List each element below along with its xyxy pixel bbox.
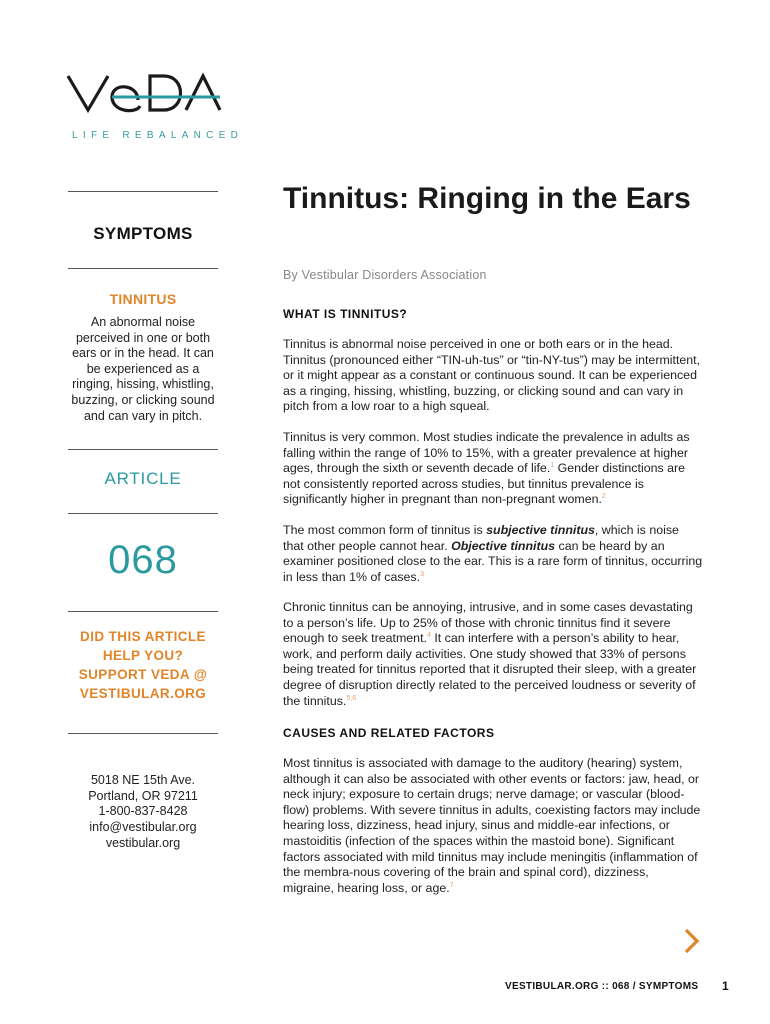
support-line: VESTIBULAR.ORG <box>79 686 207 701</box>
contact-address <box>68 773 218 852</box>
text: It can interfere with a person’s ability to hear, work, and perform daily activities. One study showed that 33% of persons being treated for tinnitus reported that it disrupted their sleep, with a greater degree of disruption directly related to the perceived loudness or severity of the tinnitus. <box>283 631 697 708</box>
text: Gender distinctions are not consistently reported across studies, but tinnitus prevalence is significantly higher in pregnant than non-pregnant women. <box>283 461 686 507</box>
reference-marker: 2 <box>601 493 606 501</box>
divider <box>68 449 218 450</box>
address-street: 5018 NE 15th Ave. <box>90 773 196 787</box>
logo-tagline: LIFE REBALANCED <box>72 130 244 141</box>
address-email[interactable]: info@vestibular.org <box>89 820 197 835</box>
text: Most tinnitus is associated with damage to the auditory (hearing) system, although it can also be associated with other events or factors: jaw, head, or neck injury; exposure to certain drugs; nerve damage; or vascular (blood-flow) problems. With severe tinnitus in adults, coexisting factors may include hearing loss, dizziness, head injury, sinus and middle-ear infections, or mastoiditis (infection of the spaces within the mastoid bone). Significant factors associated with mild tinnitus may include meningitis (inflammation of the membra-nous covering of the brain and spinal cord), dizziness, migraine, hearing loss, or age. <box>283 756 701 895</box>
divider <box>68 191 218 192</box>
chevron-right-icon[interactable] <box>682 928 702 954</box>
support-line: DID THIS ARTICLE <box>80 629 206 644</box>
paragraph-causes <box>283 756 703 896</box>
footer-label: VESTIBULAR.ORG :: 068 / SYMPTOMS <box>505 981 699 992</box>
reference-marker: 7 <box>449 881 454 889</box>
paragraph-chronic <box>283 600 703 709</box>
text: can be heard by an examiner positioned close to the ear. This is a rare form of tinnitus, occurring in less than 1% of cases. <box>283 538 703 584</box>
section-heading-causes: CAUSES AND RELATED FACTORS <box>283 726 495 740</box>
page-number: 1 <box>722 979 729 993</box>
support-line: SUPPORT VEDA @ <box>78 667 208 682</box>
divider <box>68 733 218 734</box>
reference-marker: 4 <box>426 632 431 640</box>
divider <box>68 611 218 612</box>
support-message[interactable] <box>68 627 218 703</box>
address-phone[interactable]: 1-800-837-8428 <box>98 804 188 819</box>
category-label: SYMPTOMS <box>93 224 193 243</box>
text: Chronic tinnitus can be annoying, intrusive, and in some cases devastating to a person’s life. Up to 25% of those with chronic tinnitus find it severe enough to seek treatment. <box>283 600 693 646</box>
topic-heading: TINNITUS <box>109 291 177 307</box>
article-number: 068 <box>108 538 178 582</box>
divider <box>68 513 218 514</box>
section-heading-what-is: WHAT IS TINNITUS? <box>283 307 408 321</box>
term-subjective: subjective tinnitus <box>486 523 595 537</box>
article-label: ARTICLE <box>104 469 182 488</box>
byline: By Vestibular Disorders Association <box>283 268 487 282</box>
topic-description: An abnormal noise perceived in one or both ears or in the head. It can be experienced as a ringing, hissing, whistling, buzzing, or clicking sound and can vary in pitch. <box>71 315 215 423</box>
address-city: Portland, OR 97211 <box>88 788 198 803</box>
reference-marker: 1 <box>550 462 555 470</box>
paragraph-definition: Tinnitus is abnormal noise perceived in one or both ears or in the head. Tinnitus (pronounced either “TIN-uh-tus” or “tin-NY-tus”) may be intermittent, or it might appear as a constant or continuous sound. It can be experienced as a ringing, hissing, whistling, buzzing, or clicking sound and can vary in pitch from a low roar to a high squeal. <box>283 337 701 414</box>
support-line: HELP YOU? <box>102 648 184 663</box>
reference-marker: 5,6 <box>346 694 357 702</box>
paragraph-prevalence <box>283 430 703 508</box>
text: Tinnitus is very common. Most studies indicate the prevalence in adults as falling within the range of 10% to 15%, with a greater prevalence at higher ages, through the sixth or seventh decade of life. <box>283 430 690 476</box>
text: , which is noise that other people cannot hear. <box>283 523 679 553</box>
paragraph-forms <box>283 523 703 585</box>
page-title: Tinnitus: Ringing in the Ears <box>283 182 691 215</box>
address-website[interactable]: vestibular.org <box>105 835 181 850</box>
divider <box>68 268 218 269</box>
reference-marker: 3 <box>420 570 424 578</box>
text: The most common form of tinnitus is <box>283 523 487 537</box>
term-objective: Objective tinnitus <box>451 538 556 553</box>
